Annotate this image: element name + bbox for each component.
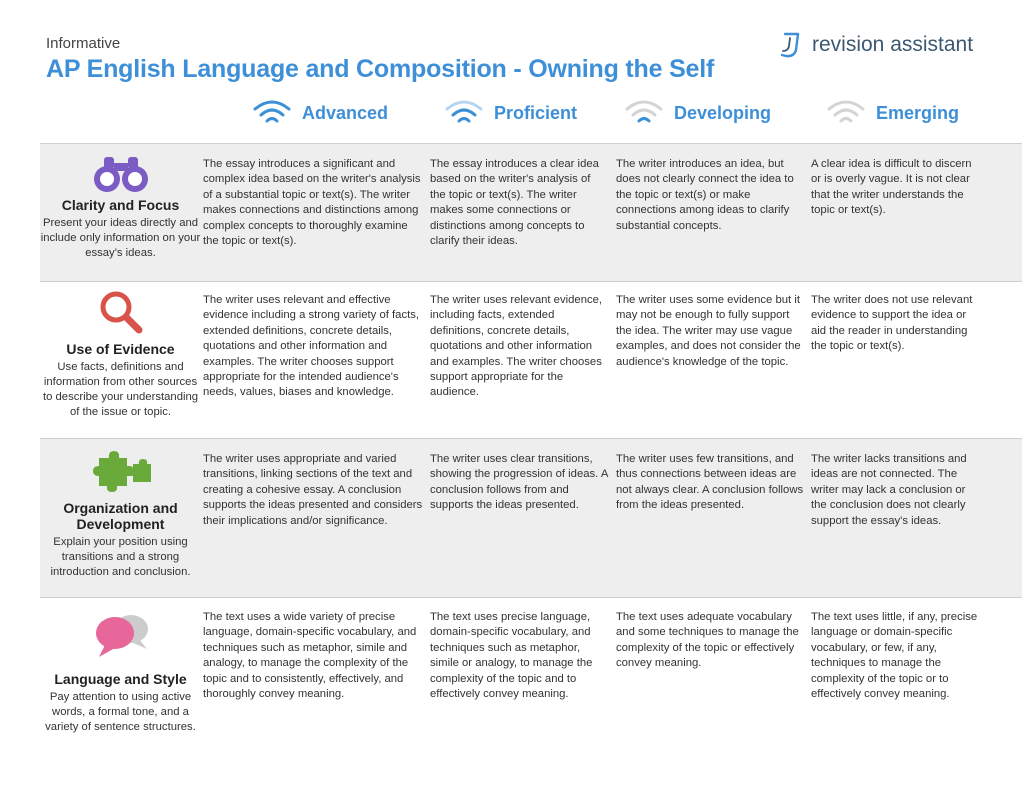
rubric-cell-developing: The writer introduces an idea, but does not clearly connect the idea to the topic or text(s) or make connections among ideas to clarify substantial concepts. — [616, 158, 794, 232]
subtitle: Informative — [46, 35, 121, 52]
row-divider — [40, 597, 1022, 598]
level-label: Advanced — [302, 102, 389, 123]
category-cell — [40, 289, 201, 420]
rubric-cell-developing: The writer uses few transitions, and thus connections between ideas are not always clear. A conclusion follows from the ideas presented. — [616, 453, 804, 512]
category-description: Explain your position using transitions and a strong introduction and conclusion. — [50, 536, 191, 578]
binoculars-icon — [90, 155, 152, 193]
category-cell — [40, 155, 201, 261]
category-name: Language and Style — [54, 671, 187, 687]
rubric-cell-emerging: The writer does not use relevant evidence to support the idea or aid the reader in understanding the topic or text(s). — [811, 294, 973, 353]
level-proficient — [444, 97, 577, 129]
category-name: Clarity and Focus — [61, 197, 180, 213]
level-label: Proficient — [494, 102, 578, 123]
level-label: Developing — [674, 102, 772, 123]
category-description: Use facts, definitions and information from other sources to describe your understanding of the issue or topic. — [42, 361, 199, 418]
row-divider — [40, 438, 1022, 439]
category-description: Present your ideas directly and include only information on your essay's ideas. — [40, 217, 201, 259]
logo-text: revision assistant — [812, 33, 974, 56]
rubric-cell-emerging: A clear idea is difficult to discern or is overly vague. It is not clear that the writer understands the topic or text(s). — [811, 158, 972, 217]
rubric-cell-emerging: The writer lacks transitions and ideas are not connected. The writer may lack a conclusion or the conclusion does not clearly support the essay's ideas. — [811, 453, 967, 527]
rubric-cell-proficient: The text uses precise language, domain-specific vocabulary, and techniques such as metaphor, simile or analogy, to manage the complexity of the topic and to effectively convey meaning. — [430, 611, 593, 701]
row-divider — [40, 143, 1022, 144]
rubric-cell-emerging: The text uses little, if any, precise language or domain-specific vocabulary, or few, if any, techniques to manage the complexity of the topic or to effectively convey meaning. — [811, 611, 978, 701]
rubric-cell-advanced: The writer uses relevant and effective evidence including a strong variety of facts, extended definitions, concrete details, quotations and other information and examples. The writer chooses support appropriate for the intended audience's needs, values, biases and knowledge. — [203, 294, 420, 399]
rubric-row-evidence — [40, 281, 1022, 438]
rubric-cell-proficient: The writer uses relevant evidence, including facts, extended definitions, concrete details, quotations and other information and examples. The writer chooses support appropriate for the audience. — [430, 294, 603, 399]
puzzle-icon — [89, 448, 153, 494]
signal-medium-icon — [444, 97, 484, 129]
category-cell — [40, 611, 201, 735]
signal-faint-icon — [826, 97, 866, 129]
rubric-cell-proficient: The writer uses clear transitions, showing the progression of ideas. A conclusion follows from and supports the ideas presented. — [430, 453, 608, 512]
level-developing — [624, 97, 771, 129]
rubric-cell-advanced: The essay introduces a significant and complex idea based on the writer's analysis of a substantial topic or text(s). The writer makes connections and distinctions among complex concepts to thoroughly examine the topic or text(s). — [203, 158, 421, 248]
level-emerging — [826, 97, 959, 129]
rubric-row-language — [40, 597, 1022, 747]
signal-strong-icon — [252, 97, 292, 129]
category-name: Use of Evidence — [66, 341, 175, 357]
revision-assistant-logo-icon — [776, 30, 806, 60]
rubric-row-organization — [40, 438, 1022, 597]
row-divider — [40, 281, 1022, 282]
signal-weak-icon — [624, 97, 664, 129]
page-title: AP English Language and Composition - Owning the Self — [46, 55, 715, 83]
level-label: Emerging — [876, 102, 960, 123]
rubric-cell-developing: The writer uses some evidence but it may not be enough to fully support the idea. The writer may use vague examples, and does not consider the audience's knowledge of the topic. — [616, 294, 801, 368]
rubric-cell-advanced: The text uses a wide variety of precise language, domain-specific vocabulary, and techniques such as metaphor, simile and analogy, to manage the complexity of the topic and to consistently, effectively, and thoroughly convey meaning. — [203, 611, 417, 701]
category-description: Pay attention to using active words, a formal tone, and a variety of sentence structures. — [45, 691, 196, 733]
rubric-cell-developing: The text uses adequate vocabulary and some techniques to manage the complexity of the topic or effectively convey meaning. — [616, 611, 799, 670]
speech-bubbles-icon — [89, 611, 153, 659]
rubric-cell-advanced: The writer uses appropriate and varied transitions, linking sections of the text and creating a cohesive essay. A conclusion supports the ideas presented and considers their implications and/or significance. — [203, 453, 423, 527]
level-advanced — [252, 97, 388, 129]
level-headers — [0, 97, 1024, 137]
category-name: Organization and Development — [63, 500, 178, 532]
category-cell — [40, 448, 201, 580]
magnifier-icon — [98, 289, 144, 335]
rubric-cell-proficient: The essay introduces a clear idea based on the writer's analysis of the topic or text(s). The writer makes some connections or distinctions among concepts to clarify their ideas. — [430, 158, 599, 248]
rubric-row-clarity — [40, 143, 1022, 281]
logo — [776, 30, 973, 60]
